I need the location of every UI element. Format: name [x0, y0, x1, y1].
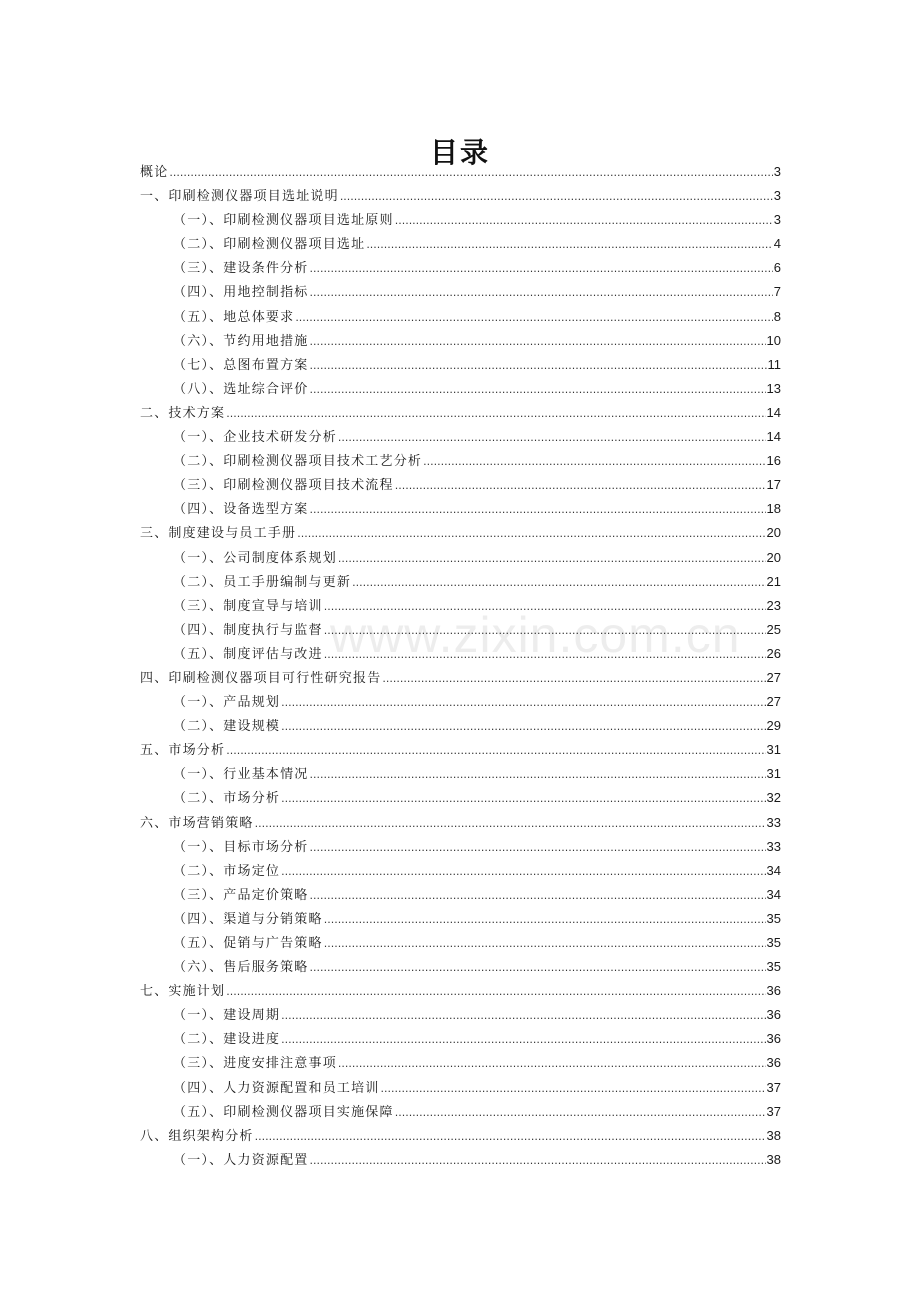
toc-dot-leader	[310, 378, 766, 402]
toc-entry-section[interactable]	[140, 786, 781, 810]
toc-dot-leader	[338, 426, 766, 450]
toc-entry-chapter[interactable]	[140, 811, 781, 835]
toc-entry-chapter[interactable]	[140, 979, 781, 1003]
toc-page-number[interactable]: 10	[766, 332, 781, 348]
toc-page-number[interactable]: 6	[773, 260, 781, 276]
toc-dot-leader	[310, 1149, 766, 1173]
toc-page-number[interactable]: 36	[766, 1031, 781, 1047]
toc-page-number[interactable]: 23	[766, 597, 781, 613]
toc-entry-label[interactable]: 五、市场分析	[140, 743, 226, 759]
toc-page-number[interactable]: 20	[766, 549, 781, 565]
toc-entry-section[interactable]	[140, 907, 781, 931]
toc-entry-section[interactable]	[140, 835, 781, 859]
toc-dot-leader	[281, 1004, 765, 1028]
toc-entry-section[interactable]	[140, 305, 781, 329]
toc-entry-label[interactable]: （一）、目标市场分析	[173, 839, 309, 855]
toc-entry-section[interactable]	[140, 690, 781, 714]
toc-dot-leader	[297, 522, 765, 546]
toc-entry-section[interactable]	[140, 353, 781, 377]
toc-page-number[interactable]: 37	[766, 1103, 781, 1119]
toc-dot-leader	[382, 667, 765, 691]
toc-entry-section[interactable]	[140, 642, 781, 666]
toc-entry-section[interactable]	[140, 714, 781, 738]
toc-entry-section[interactable]	[140, 473, 781, 497]
toc-dot-leader	[324, 643, 766, 667]
toc-page-number[interactable]: 21	[766, 573, 781, 589]
toc-entry-label[interactable]: （三）、建设条件分析	[173, 261, 309, 277]
toc-entry-label[interactable]: （三）、制度宣导与培训	[173, 598, 323, 614]
toc-page-number[interactable]: 13	[766, 380, 781, 396]
toc-entry-section[interactable]	[140, 1027, 781, 1051]
watermark-text: www.zixin.com.cn	[330, 607, 741, 663]
toc-entry-label[interactable]: 七、实施计划	[140, 984, 226, 1000]
toc-dot-leader	[255, 812, 766, 836]
toc-page-number[interactable]: 27	[766, 669, 781, 685]
toc-entry-label[interactable]: （二）、员工手册编制与更新	[173, 574, 352, 590]
toc-entry-label[interactable]: 四、印刷检测仪器项目可行性研究报告	[140, 670, 382, 686]
toc-entry-label[interactable]: （二）、市场定位	[173, 863, 281, 879]
toc-entry-label[interactable]: （一）、产品规划	[173, 695, 281, 711]
toc-entry-label[interactable]: （四）、人力资源配置和员工培训	[173, 1080, 380, 1096]
toc-page-number[interactable]: 18	[766, 501, 781, 517]
toc-dot-leader	[310, 498, 766, 522]
toc-dot-leader	[310, 354, 767, 378]
toc-dot-leader	[295, 306, 772, 330]
toc-entry-chapter[interactable]	[140, 521, 781, 545]
toc-entry-label[interactable]: （四）、渠道与分销策略	[173, 911, 323, 927]
toc-entry-chapter[interactable]	[140, 401, 781, 425]
toc-dot-leader	[423, 450, 765, 474]
toc-dot-leader	[226, 402, 765, 426]
toc-entry-label[interactable]: （二）、建设进度	[173, 1032, 281, 1048]
toc-entry-label[interactable]: （四）、设备选型方案	[173, 502, 309, 518]
toc-entry-label[interactable]: （一）、建设周期	[173, 1008, 281, 1024]
toc-entry-label[interactable]: （二）、建设规模	[173, 719, 281, 735]
toc-page-number[interactable]: 36	[766, 1055, 781, 1071]
toc-entry-section[interactable]	[140, 208, 781, 232]
toc-dot-leader	[324, 595, 766, 619]
toc-page-number[interactable]: 26	[766, 645, 781, 661]
toc-entry-label[interactable]: （五）、印刷检测仪器项目实施保障	[173, 1104, 394, 1120]
toc-entry-chapter[interactable]	[140, 160, 781, 184]
toc-dot-leader	[381, 1077, 766, 1101]
toc-page-number[interactable]: 37	[766, 1079, 781, 1095]
toc-entry-label[interactable]: （四）、制度执行与监督	[173, 622, 323, 638]
toc-entry-section[interactable]	[140, 377, 781, 401]
toc-dot-leader	[310, 330, 766, 354]
toc-page-number[interactable]: 27	[766, 694, 781, 710]
toc-entry-section[interactable]	[140, 425, 781, 449]
toc-entry-section[interactable]	[140, 497, 781, 521]
toc-dot-leader	[395, 1101, 766, 1125]
toc-dot-leader	[255, 1125, 766, 1149]
toc-entry-label[interactable]: 八、组织架构分析	[140, 1128, 254, 1144]
toc-entry-label[interactable]: 概论	[140, 165, 169, 180]
toc-dot-leader	[395, 474, 766, 498]
toc-dot-leader	[338, 1052, 766, 1076]
toc-entry-label[interactable]: 三、制度建设与员工手册	[140, 526, 297, 542]
toc-entry-chapter[interactable]	[140, 666, 781, 690]
toc-page-number[interactable]: 36	[766, 1007, 781, 1023]
toc-entry-chapter[interactable]	[140, 1124, 781, 1148]
toc-dot-leader	[281, 1028, 765, 1052]
toc-page-number[interactable]: 3	[773, 164, 781, 179]
toc-dot-leader	[338, 547, 766, 571]
toc-entry-section[interactable]	[140, 449, 781, 473]
toc-page-number[interactable]: 25	[766, 621, 781, 637]
toc-page-number[interactable]: 4	[773, 236, 781, 252]
toc-dot-leader	[310, 281, 773, 305]
toc-entry-label[interactable]: （三）、进度安排注意事项	[173, 1056, 337, 1072]
toc-entry-section[interactable]	[140, 618, 781, 642]
toc-dot-leader	[366, 233, 772, 257]
toc-dot-leader	[310, 836, 766, 860]
toc-page-number[interactable]: 34	[766, 862, 781, 878]
toc-page-number[interactable]: 38	[766, 1127, 781, 1143]
toc-dot-leader	[324, 619, 766, 643]
toc-entry-section[interactable]	[140, 570, 781, 594]
toc-page-number[interactable]: 33	[766, 814, 781, 830]
toc-entry-label[interactable]: 六、市场营销策略	[140, 815, 254, 831]
toc-dot-leader	[395, 209, 773, 233]
toc-page-number[interactable]: 35	[766, 910, 781, 926]
toc-page-number[interactable]: 20	[766, 525, 781, 541]
toc-entry-section[interactable]	[140, 594, 781, 618]
toc-dot-leader	[310, 956, 766, 980]
toc-entry-section[interactable]	[140, 1003, 781, 1027]
toc-entry-label[interactable]: （五）、促销与广告策略	[173, 936, 323, 951]
toc-dot-leader	[324, 908, 766, 932]
toc-page-number[interactable]: 31	[766, 766, 781, 782]
toc-page-number[interactable]: 11	[767, 356, 781, 372]
toc-page-number[interactable]: 35	[766, 935, 781, 950]
toc-entry-label[interactable]: （一）、行业基本情况	[173, 767, 309, 783]
toc-entry-label[interactable]: （四）、用地控制指标	[173, 285, 309, 301]
toc-dot-leader	[281, 691, 765, 715]
toc-entry-section[interactable]	[140, 256, 781, 280]
toc-entry-label[interactable]: （二）、市场分析	[173, 791, 281, 807]
toc-entry-section[interactable]	[140, 232, 781, 256]
toc-entry-section[interactable]	[140, 329, 781, 353]
toc-entry-label[interactable]: （六）、售后服务策略	[173, 960, 309, 976]
toc-entry-label[interactable]: （一）、人力资源配置	[173, 1152, 309, 1168]
toc-dot-leader	[352, 571, 765, 595]
toc-entry-label[interactable]: （二）、印刷检测仪器项目选址	[173, 237, 366, 253]
toc-dot-leader	[310, 257, 773, 281]
toc-title: 目录	[429, 135, 490, 169]
toc-dot-leader	[310, 763, 766, 787]
toc-entry-section[interactable]	[140, 931, 781, 955]
toc-entry-section[interactable]	[140, 762, 781, 786]
toc-list	[140, 160, 781, 1172]
toc-page-number[interactable]: 16	[766, 453, 781, 469]
toc-dot-leader	[169, 161, 772, 185]
toc-entry-label[interactable]: （五）、制度评估与改进	[173, 646, 323, 662]
toc-entry-label[interactable]: （五）、地总体要求	[173, 309, 295, 325]
toc-page-number[interactable]: 38	[766, 1151, 781, 1167]
toc-page-number[interactable]: 14	[766, 429, 781, 445]
toc-entry-section[interactable]	[140, 883, 781, 907]
toc-entry-label[interactable]: （六）、节约用地措施	[173, 333, 309, 349]
toc-dot-leader	[281, 715, 765, 739]
toc-entry-section[interactable]	[140, 1051, 781, 1075]
toc-entry-label[interactable]: （三）、印刷检测仪器项目技术流程	[173, 478, 394, 494]
toc-entry-label[interactable]: （一）、企业技术研发分析	[173, 430, 337, 446]
toc-entry-section[interactable]	[140, 955, 781, 979]
toc-entry-label[interactable]: （一）、印刷检测仪器项目选址原则	[173, 213, 394, 229]
toc-entry-section[interactable]	[140, 1148, 781, 1172]
toc-dot-leader	[340, 185, 773, 209]
toc-entry-section[interactable]	[140, 546, 781, 570]
toc-dot-leader	[281, 860, 765, 884]
toc-entry-label[interactable]: 一、印刷检测仪器项目选址说明	[140, 189, 339, 205]
toc-dot-leader	[310, 884, 766, 908]
toc-entry-label[interactable]: （七）、总图布置方案	[173, 357, 309, 373]
toc-dot-leader	[281, 787, 765, 811]
toc-page-number[interactable]: 31	[766, 742, 781, 758]
toc-page-number[interactable]: 7	[773, 284, 781, 300]
toc-page-number[interactable]: 14	[766, 404, 781, 420]
toc-page-number[interactable]: 33	[766, 838, 781, 854]
toc-dot-leader	[226, 980, 765, 1004]
toc-page-number[interactable]: 8	[773, 308, 781, 324]
toc-entry-section[interactable]	[140, 1076, 781, 1100]
toc-entry-chapter[interactable]	[140, 184, 781, 208]
toc-page-number[interactable]: 17	[766, 477, 781, 493]
toc-dot-leader	[226, 739, 765, 763]
toc-entry-label[interactable]: （三）、产品定价策略	[173, 887, 309, 903]
toc-page-number[interactable]: 32	[766, 790, 781, 806]
toc-page-number[interactable]: 3	[773, 212, 781, 228]
toc-entry-chapter[interactable]	[140, 738, 781, 762]
toc-page-number[interactable]: 34	[766, 886, 781, 902]
toc-entry-label[interactable]: （二）、印刷检测仪器项目技术工艺分析	[173, 454, 423, 470]
toc-entry-section[interactable]	[140, 280, 781, 304]
toc-entry-label[interactable]: （八）、选址综合评价	[173, 381, 309, 397]
toc-entry-section[interactable]	[140, 1100, 781, 1124]
toc-entry-label[interactable]: （一）、公司制度体系规划	[173, 550, 337, 566]
toc-page-number[interactable]: 29	[766, 718, 781, 734]
toc-page-number[interactable]: 3	[773, 188, 781, 204]
toc-page-number[interactable]: 36	[766, 983, 781, 999]
toc-entry-section[interactable]	[140, 859, 781, 883]
toc-dot-leader	[324, 932, 766, 956]
toc-page-number[interactable]: 35	[766, 959, 781, 975]
toc-entry-label[interactable]: 二、技术方案	[140, 405, 226, 421]
